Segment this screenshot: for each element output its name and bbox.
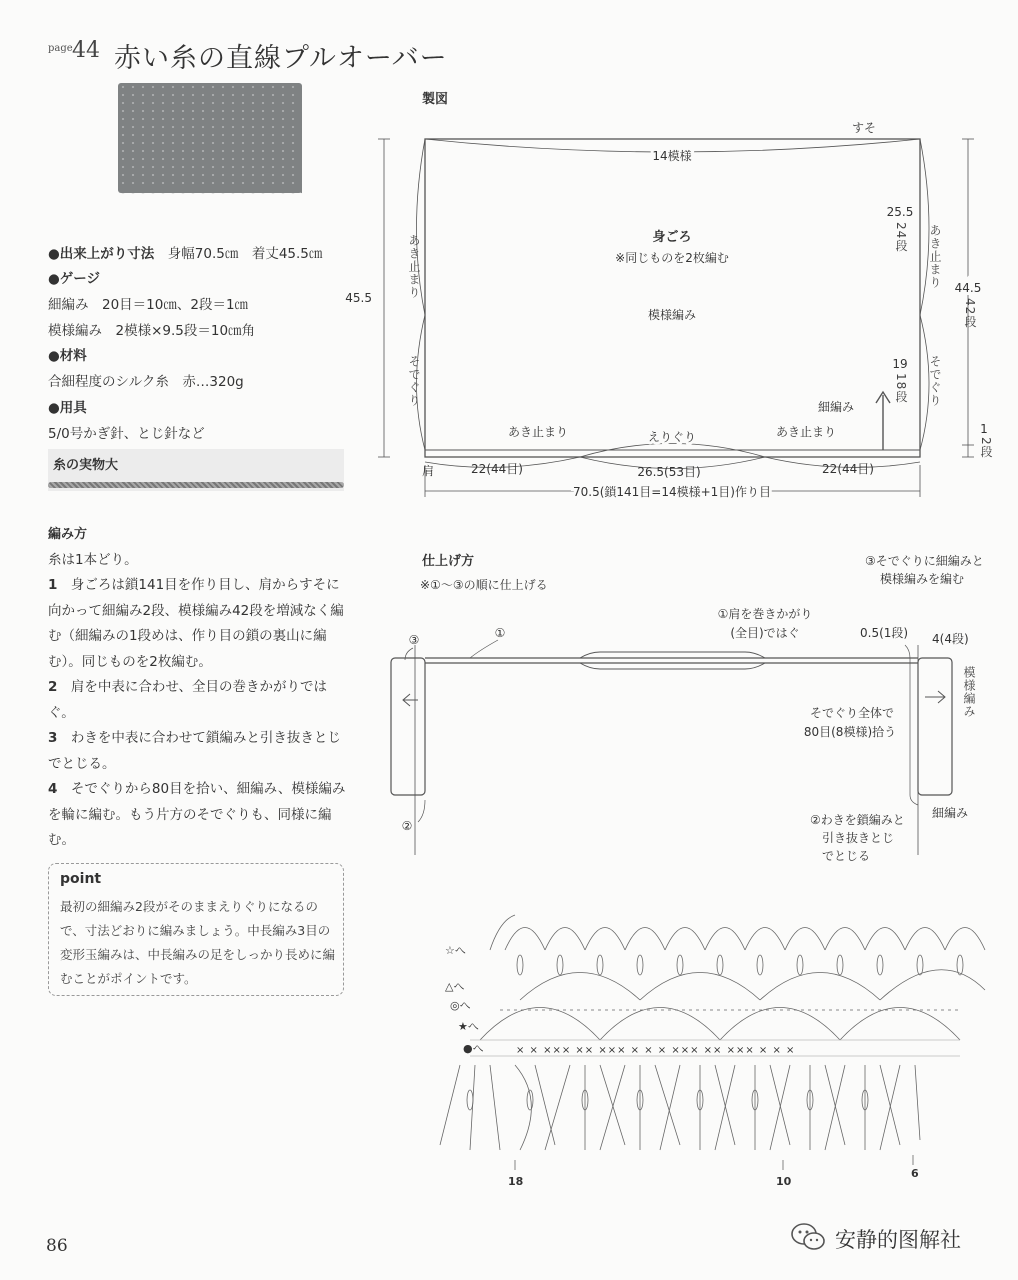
width-center: 26.5(53目) [637,465,701,479]
pickup-1: そでぐり全体で [809,706,895,720]
right-upper-val: 25.5 [886,205,914,219]
point-title: point [60,871,102,887]
method-title: 編み方 [48,527,88,542]
material-value: 合細程度のシルク糸 赤…320g [48,374,244,390]
pickup-2: 80目(8模様)拾う [803,725,897,739]
dim-4: 4(4段) [932,632,969,646]
dim-05: 0.5(1段) [860,626,909,640]
yarn-sample-label: 糸の実物大 [53,458,119,473]
bottom-rows: 2段 [979,437,993,459]
right-total-val: 44.5 [954,281,982,295]
width-left: 22(44目) [471,462,523,476]
pattern-label: 模様編み [647,308,697,322]
hem-label: すそ [852,121,877,135]
row-marker-1: ☆へ [445,944,466,957]
left-height: 45.5 [345,291,372,305]
open-stop-right: あき止まり [775,425,837,439]
bottom-val: 1 [980,422,988,436]
page-label: page [48,43,73,54]
finishing-step1: ①肩を巻きかがり [717,607,813,621]
row-marker-5: ●へ [463,1042,484,1055]
right-armhole: そでぐり [928,355,942,407]
shoulder-label: 肩 [421,464,435,478]
tools-value: 5/0号かぎ針、とじ針など [48,426,205,442]
neckline-label: えりぐり [647,430,697,444]
schematic-title: 製図 [422,92,449,107]
finishing-sc: 細編み [932,806,969,820]
material-label: ●材料 [48,348,87,364]
stitch-row: × × ××× ×× ××× × × × ××× ×× ××× × × × [516,1045,796,1056]
crochet-chart [440,915,985,1170]
mark-2: ② [401,819,413,833]
step2b: 引き抜きとじ [822,831,895,845]
method-intro: 糸は1本どり。 [48,551,138,568]
tools-label: ●用具 [48,400,87,416]
sc-label: 細編み [818,400,855,414]
right-total-rows: 42段 [963,298,977,329]
gauge-line-2: 模様編み 2模様×9.5段＝10㎝角 [48,323,256,339]
step2a: ②わきを鎖編みと [810,813,905,827]
point-text: 最初の細編み2段がそのままえりぐりになるので、寸法どおりに編みましょう。中長編み3目の変形玉編みは、中長編みの足をしっかり長めに編むことがポイントです。 [60,899,336,986]
right-lower-val: 19 [892,357,908,371]
step2c: でとじる [822,849,871,863]
page-number: 86 [46,1236,68,1256]
page-title: 赤い糸の直線プルオーバー [114,43,448,74]
chart-num-6: 6 [911,1167,919,1180]
finishing-title: 仕上げ方 [422,554,475,569]
finishing-step3b: 模様編みを編む [880,572,965,586]
body-note: ※同じものを2枚編む [615,251,729,265]
width-right: 22(44目) [822,462,874,476]
method-step-1: 1 身ごろは鎖141目を作り目し、肩からすそに向かって細編み2段、模様編み42段を増減なく編む（細編みの1段めは、作り目の鎖の裏山に編む）。同じものを2枚編む。 [48,577,344,670]
finishing-note: ※①〜③の順に仕上げる [420,578,548,592]
row-marker-2: △へ [445,980,465,993]
row-marker-4: ★へ [458,1020,479,1033]
chart-num-18: 18 [508,1175,524,1188]
brand-watermark: 安静的图解社 [835,1228,961,1252]
chart-num-10: 10 [776,1175,792,1188]
top-repeat: 14模様 [652,149,692,163]
width-total: 70.5(鎖141目=14模様+1目)作り目 [572,485,772,499]
wechat-icon [790,1222,826,1252]
size-spec: ●出来上がり寸法 身幅70.5㎝ 着丈45.5㎝ [48,246,323,262]
pattern-number: 44 [72,38,100,63]
finishing-step1b: (全目)ではぐ [730,626,800,640]
method-step-4: 4 そでぐりから80目を拾い、細編み、模様編みを輪に編む。もう片方のそでぐりも、同様に編む。 [48,781,346,848]
row-marker-3: ◎へ [450,999,471,1012]
finishing-step3: ③そでぐりに細編みと [865,554,984,568]
left-open-stop: あき止まり [407,234,421,299]
mark-3: ③ [408,633,420,647]
finishing-pattern-vertical: 模様編み [962,666,976,718]
gauge-label: ●ゲージ [48,271,101,287]
left-armhole: そでぐり [407,355,421,407]
mark-1: ① [494,626,506,640]
body-label: 身ごろ [652,230,692,245]
right-upper-rows: 24段 [894,222,908,253]
gauge-line-1: 細編み 20目＝10㎝、2段＝1㎝ [48,297,249,313]
method-step-3: 3 わきを中表に合わせて鎖編みと引き抜きとじでとじる。 [48,730,341,772]
right-open-stop: あき止まり [928,224,942,289]
open-stop-left: あき止まり [507,425,569,439]
method-step-2: 2 肩を中表に合わせ、全目の巻きかがりではぐ。 [48,679,328,721]
right-lower-rows: 18段 [894,373,908,404]
